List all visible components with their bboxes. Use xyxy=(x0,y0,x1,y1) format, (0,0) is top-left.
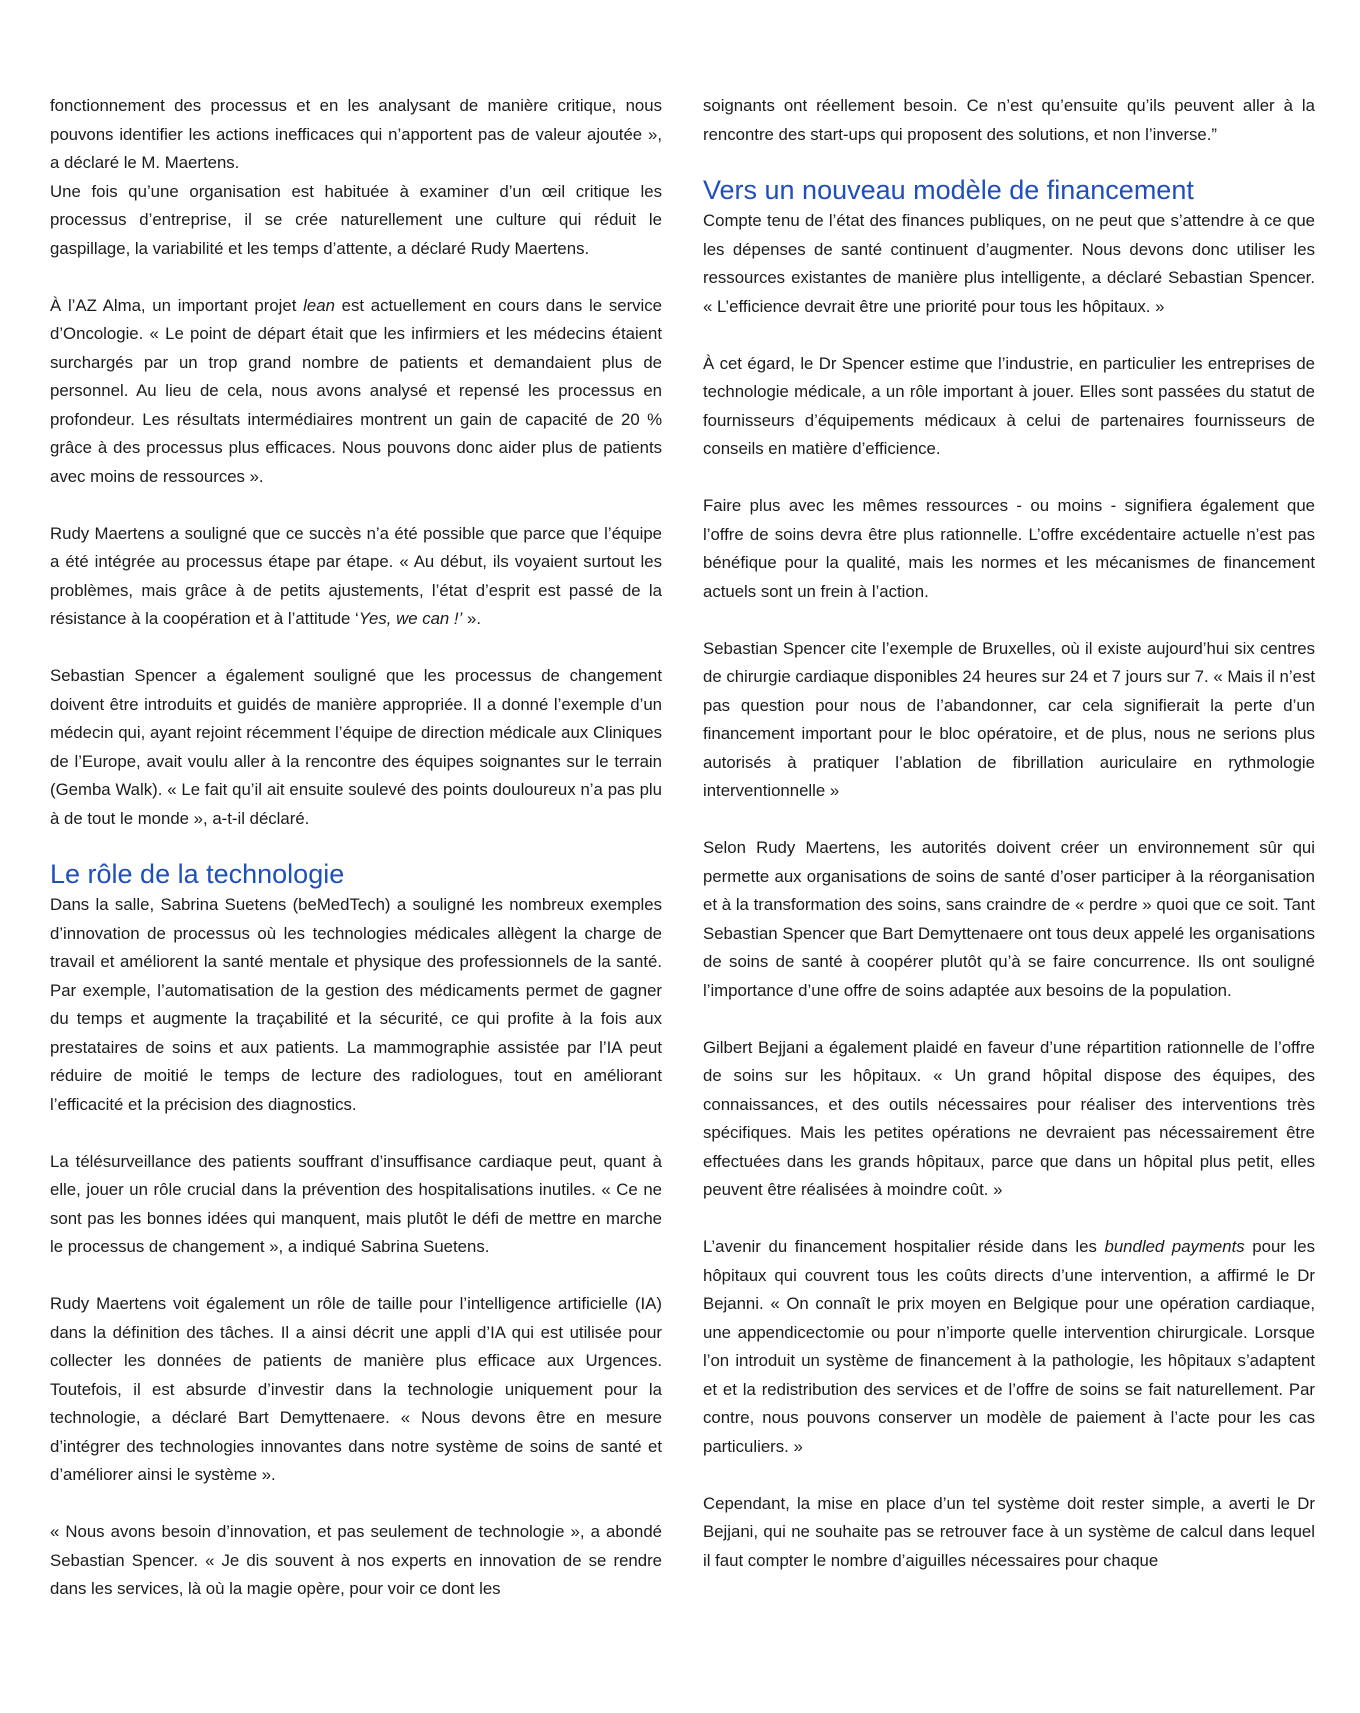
paragraph: Sebastian Spencer cite l’exemple de Bruxelles, où il existe aujourd’hui six centres de chirurgie cardiaque disponibles 24 heures sur 24 et 7 jours sur 7. « Mais il n’est pas question pour nous de l’abandonner, car cela signifierait la perte d’un financement important pour le bloc opératoire, et de plus, nous ne serions plus autorisés à pratiquer l’ablation de fibrillation auriculaire en rythmologie interventionnelle » xyxy=(703,638,1315,800)
paragraph: Gilbert Bejjani a également plaidé en faveur d’une répartition rationnelle de l’offre de soins sur les hôpitaux. « Un grand hôpital dispose des équipes, des connaissances, et des outils nécessaires pour réaliser des interventions très spécifiques. Mais les petites opérations ne devraient pas nécessairement être effectuées dans les grands hôpitaux, parce que dans un hôpital plus petit, elles peuvent être réalisées à moindre coût. » xyxy=(703,1037,1315,1199)
paragraph: Sebastian Spencer a également souligné que les processus de changement doivent être introduits et guidés de manière appropriée. Il a donné l’exemple d’un médecin qui, ayant rejoint récemment l’équipe de direction médicale aux Cliniques de l’Europe, avait voulu aller à la rencontre des équipes soignantes sur le terrain (Gemba Walk). « Le fait qu’il ait ensuite soulevé des points douloureux n’a pas plu à de tout le monde », a-t-il déclaré. xyxy=(50,666,662,828)
paragraph xyxy=(50,520,662,634)
text-run: À l’AZ Alma, un important projet xyxy=(50,295,304,315)
paragraph: Compte tenu de l’état des finances publiques, on ne peut que s’attendre à ce que les dépenses de santé continuent d’augmenter. Nous devons donc utiliser les ressources existantes de manière plus intelligente, a déclaré Sebastian Spencer. « L’efficience devrait être une priorité pour tous les hôpitaux. » xyxy=(703,211,1315,316)
paragraph: Dans la salle, Sabrina Suetens (beMedTech) a souligné les nombreux exemples d’innovation de processus où les technologies médicales allègent la charge de travail et améliorent la santé mentale et physique des professionnels de la santé. Par exemple, l’automatisation de la gestion des médicaments permet de gagner du temps et augmente la traçabilité et la sécurité, ce qui profite à la fois aux prestataires de soins et aux patients. La mammographie assistée par l’IA peut réduire de moitié le temps de lecture des radiologues, tout en améliorant l’efficacité et la précision des diagnostics. xyxy=(50,895,662,1114)
italic-text: bundled payments xyxy=(1104,1237,1245,1256)
section-heading: Vers un nouveau modèle de financement xyxy=(703,175,1194,205)
text-run: est actuellement en cours dans le service d’Oncologie. « Le point de départ était que les infirmiers et les médecins étaient surchargés par un trop grand nombre de patients et demandaient plus de personnel. Au lieu de cela, nous avons analysé et repensé les processus en profondeur. Les résultats intermédiaires montrent un gain de capacité de 20 % grâce à des processus plus efficaces. Nous pouvons donc aider plus de patients avec moins de ressources ». xyxy=(50,295,662,486)
text-run: L’avenir du financement hospitalier réside dans les xyxy=(703,1237,1105,1256)
paragraph: Rudy Maertens voit également un rôle de taille pour l’intelligence artificielle (IA) dans la définition des tâches. Il a ainsi décrit une appli d’IA qui est utilisée pour collecter les données de patients de manière plus efficace aux Urgences. Toutefois, il est absurde d’investir dans la technologie uniquement pour la technologie, a déclaré Bart Demyttenaere. « Nous devons être en mesure d’intégrer des technologies innovantes dans notre système de soins de santé et d’améliorer ainsi le système ». xyxy=(50,1294,662,1484)
paragraph: Faire plus avec les mêmes ressources - ou moins - signifiera également que l’offre de soins devra être plus rationnelle. L’offre excédentaire actuelle n’est pas bénéfique pour la qualité, mais les normes et les mécanismes de financement actuels sont un frein à l’action. xyxy=(703,496,1315,601)
right-column xyxy=(703,92,1315,1575)
paragraph: « Nous avons besoin d’innovation, et pas seulement de technologie », a abondé Sebastian Spencer. « Je dis souvent à nos experts en innovation de se rendre dans les services, là où la magie opère, pour voir ce dont les xyxy=(50,1522,662,1598)
italic-text: Yes, we can !’ xyxy=(358,609,463,628)
paragraph: Une fois qu’une organisation est habituée à examiner d’un œil critique les processus d’entreprise, il se crée naturellement une culture qui réduit le gaspillage, la variabilité et les temps d’attente, a déclaré Rudy Maertens. xyxy=(50,181,662,258)
text-run: ». xyxy=(462,609,481,628)
paragraph: soignants ont réellement besoin. Ce n’est qu’ensuite qu’ils peuvent aller à la rencontre des start-ups qui proposent des solutions, et non l’inverse.” xyxy=(703,96,1315,144)
italic-text: lean xyxy=(303,295,335,315)
paragraph: La télésurveillance des patients souffrant d’insuffisance cardiaque peut, quant à elle, jouer un rôle crucial dans la prévention des hospitalisations inutiles. « Ce ne sont pas les bonnes idées qui manquent, mais plutôt le défi de mettre en marche le processus de changement », a indiqué Sabrina Suetens. xyxy=(50,1151,662,1256)
text-run: pour les hôpitaux qui couvrent tous les coûts directs d’une intervention, a affirmé le Dr Bejanni. « On connaît le prix moyen en Belgique pour une opération cardiaque, une appendicectomie ou pour n’importe quelle intervention chirurgicale. Lorsque l’on introduit un système de financement à la pathologie, les hôpitaux s’adaptent et et la redistribution des services et de l’offre de soins se fait naturellement. Par contre, nous pouvons conserver un modèle de paiement à l’acte pour les cas particuliers. » xyxy=(703,1237,1315,1456)
section-heading: Le rôle de la technologie xyxy=(50,859,345,889)
paragraph: Cependant, la mise en place d’un tel système doit rester simple, a averti le Dr Bejjani, qui ne souhaite pas se retrouver face à un système de calcul dans lequel il faut compter le nombre d’aiguilles nécessaires pour chaque xyxy=(703,1493,1315,1570)
paragraph: fonctionnement des processus et en les analysant de manière critique, nous pouvons identifier les actions inefficaces qui n’apportent pas de valeur ajoutée », a déclaré le M. Maertens. xyxy=(50,96,662,172)
paragraph xyxy=(703,1233,1315,1461)
paragraph: Selon Rudy Maertens, les autorités doivent créer un environnement sûr qui permette aux organisations de soins de santé d’oser participer à la réorganisation et à la transformation des soins, sans craindre de « perdre » quoi que ce soit. Tant Sebastian Spencer que Bart Demyttenaere ont tous deux appelé les organisations de soins de santé à coopérer plutôt qu’à se faire concurrence. Ils ont souligné l’importance d’une offre de soins adaptée aux besoins de la population. xyxy=(703,838,1315,1000)
left-column xyxy=(50,92,662,1604)
text-run: Rudy Maertens a souligné que ce succès n’a été possible que parce que l’équipe a été intégrée au processus étape par étape. « Au début, ils voyaient surtout les problèmes, mais grâce à de petits ajustements, l’état d’esprit est passé de la résistance à la coopération et à l’attitude ‘ xyxy=(50,523,662,628)
paragraph: À cet égard, le Dr Spencer estime que l’industrie, en particulier les entreprises de technologie médicale, a un rôle important à jouer. Elles sont passées du statut de fournisseurs d’équipements médicaux à celui de partenaires fournisseurs de conseils en matière d’efficience. xyxy=(703,353,1315,458)
paragraph xyxy=(50,292,662,492)
